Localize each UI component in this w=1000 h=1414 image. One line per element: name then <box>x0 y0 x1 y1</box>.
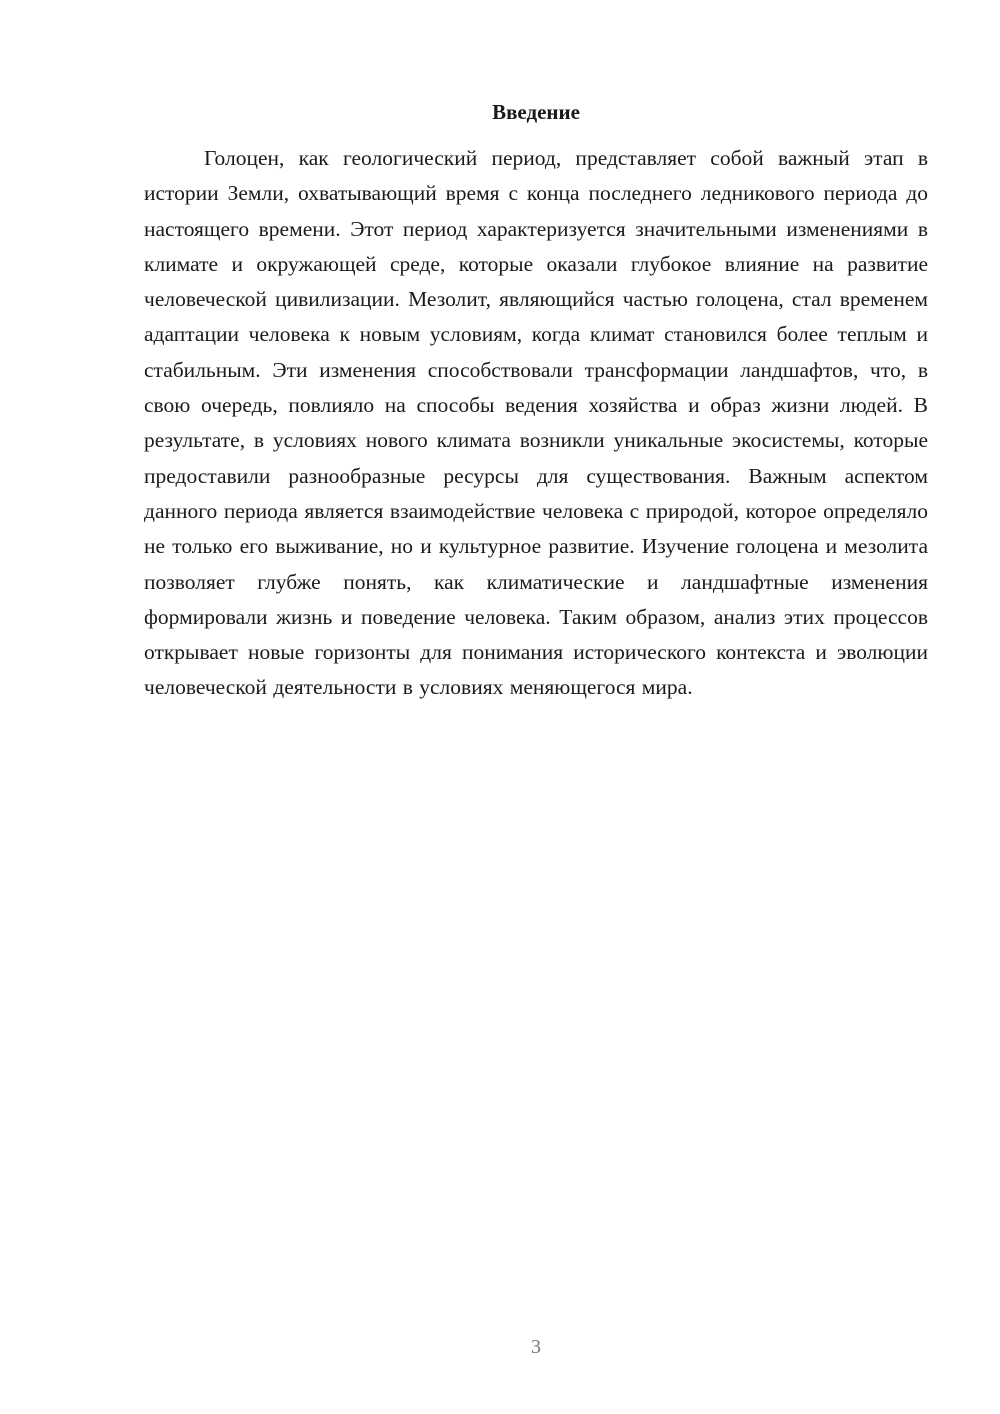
page-number: 3 <box>531 1336 541 1358</box>
body-paragraph: Голоцен, как геологический период, представляет собой важный этап в истории Земли, охватывающий время с конца последнего ледникового периода до настоящего времени. Этот период характеризуется значительными изменениями в климате и окружающей среде, которые оказали глубокое влияние на развитие человеческой цивилизации. Мезолит, являющийся частью голоцена, стал временем адаптации человека к новым условиям, когда климат становился более теплым и стабильным. Эти изменения способствовали трансформации ландшафтов, что, в свою очередь, повлияло на способы ведения хозяйства и образ жизни людей. В результате, в условиях нового климата возникли уникальные экосистемы, которые предоставили разнообразные ресурсы для существования. Важным аспектом данного периода является взаимодействие человека с природой, которое определяло не только его выживание, но и культурное развитие. Изучение голоцена и мезолита позволяет глубже понять, как климатические и ландшафтные изменения формировали жизнь и поведение человека. Таким образом, анализ этих процессов открывает новые горизонты для понимания исторического контекста и эволюции человеческой деятельности в условиях меняющегося мира. <box>144 146 928 700</box>
section-heading: Введение <box>492 100 580 124</box>
